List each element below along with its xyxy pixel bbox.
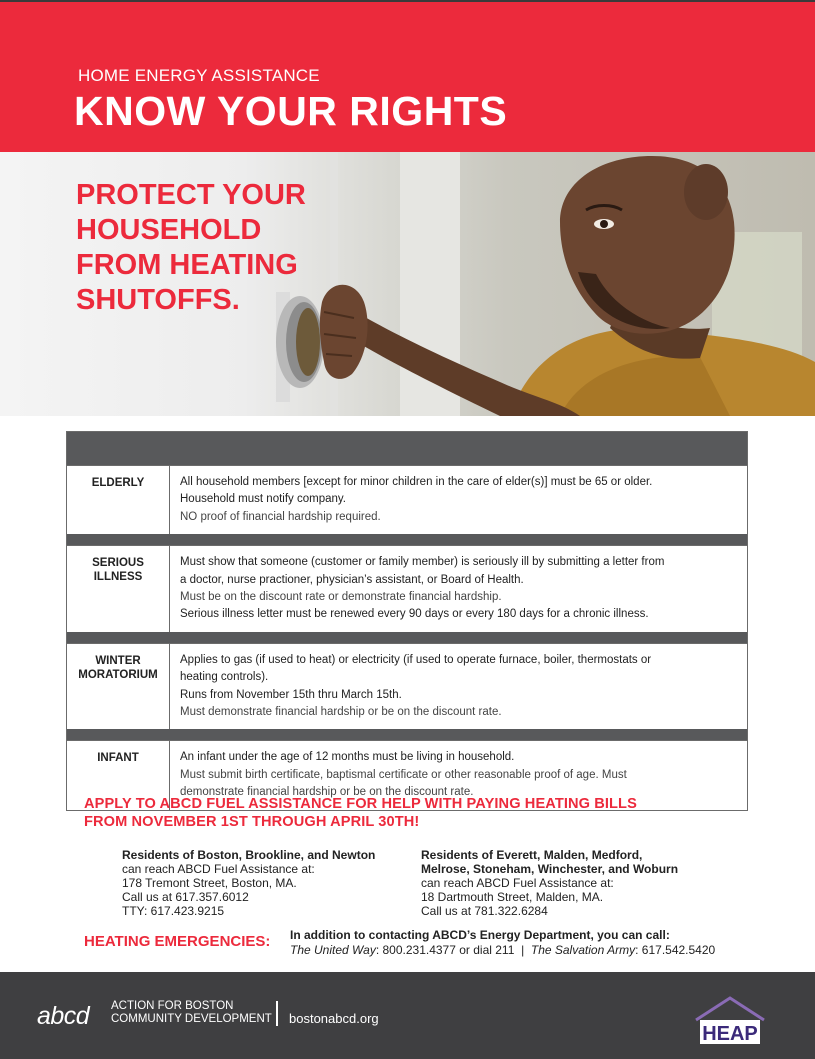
table-separator bbox=[67, 632, 747, 643]
contact-heading: Residents of Everett, Malden, Medford, bbox=[421, 848, 643, 862]
contact-boston bbox=[122, 848, 375, 918]
heap-logo-text: HEAP bbox=[702, 1023, 758, 1045]
row-line: Serious illness letter must be renewed every 90 days or every 180 days for a chronic illness. bbox=[180, 608, 649, 621]
emergencies-contacts bbox=[290, 943, 715, 957]
website-link[interactable]: bostonabcd.org bbox=[289, 1011, 379, 1026]
emergencies-intro: In addition to contacting ABCD’s Energy Department, you can call: bbox=[290, 928, 670, 942]
contact-heading: Residents of Boston, Brookline, and Newton bbox=[122, 848, 376, 862]
page-title: KNOW YOUR RIGHTS bbox=[74, 88, 508, 134]
org-name bbox=[111, 1000, 272, 1026]
row-line: Must submit birth certificate, baptismal certificate or other reasonable proof of age. Must bbox=[180, 768, 627, 781]
rights-table bbox=[66, 431, 748, 811]
contact-heading: Melrose, Stoneham, Winchester, and Woburn bbox=[421, 862, 679, 876]
apply-line-2: FROM NOVEMBER 1ST THROUGH APRIL 30TH! bbox=[84, 814, 420, 830]
header-banner bbox=[0, 2, 815, 152]
org-name-line-2: COMMUNITY DEVELOPMENT bbox=[111, 1013, 272, 1025]
header-kicker: HOME ENERGY ASSISTANCE bbox=[78, 66, 320, 85]
row-line: heating controls). bbox=[180, 671, 269, 684]
hero-photo bbox=[0, 152, 815, 416]
row-line: Must be on the discount rate or demonstrate financial hardship. bbox=[180, 591, 502, 604]
table-row-serious-illness bbox=[67, 545, 747, 632]
contact-line: can reach ABCD Fuel Assistance at: bbox=[122, 862, 315, 876]
row-label: WINTER MORATORIUM bbox=[67, 644, 170, 730]
hero-headline: PROTECT YOUR HOUSEHOLD FROM HEATING SHUTOFFS. bbox=[76, 179, 306, 316]
row-line: demonstrate financial hardship or be on the discount rate. bbox=[180, 786, 474, 799]
row-description bbox=[170, 546, 747, 632]
row-line: NO proof of financial hardship required. bbox=[180, 510, 381, 523]
contact-phone[interactable]: Call us at 617.357.6012 bbox=[122, 890, 249, 904]
salvation-army-name: The Salvation Army bbox=[530, 943, 636, 957]
contact-malden bbox=[421, 848, 678, 918]
salvation-army-phone[interactable]: : 617.542.5420 bbox=[635, 943, 716, 957]
united-way-phone[interactable]: : 800.231.4377 or dial 211 bbox=[375, 943, 515, 957]
org-name-line-1: ACTION FOR BOSTON bbox=[111, 1000, 234, 1012]
contact-phone[interactable]: Call us at 781.322.6284 bbox=[421, 904, 548, 918]
contact-separator: | bbox=[521, 943, 525, 957]
table-header-bar bbox=[67, 432, 747, 465]
row-line: All household members [except for minor children in the care of elder(s)] must be 65 or older. bbox=[180, 476, 653, 488]
contact-line: can reach ABCD Fuel Assistance at: bbox=[421, 876, 614, 890]
abcd-logo: abcd bbox=[37, 1002, 90, 1030]
table-row-winter-moratorium bbox=[67, 643, 747, 730]
table-separator bbox=[67, 534, 747, 545]
row-line: a doctor, nurse practioner, physician’s assistant, or Board of Health. bbox=[180, 573, 524, 586]
row-line: An infant under the age of 12 months must be living in household. bbox=[180, 751, 515, 764]
row-label: INFANT bbox=[67, 741, 170, 809]
contact-tty[interactable]: TTY: 617.423.9215 bbox=[122, 904, 225, 918]
footer bbox=[0, 972, 815, 1059]
heap-logo-icon bbox=[690, 994, 770, 1050]
row-description bbox=[170, 644, 747, 730]
united-way-name: The United Way bbox=[290, 943, 376, 957]
emergencies-title: HEATING EMERGENCIES: bbox=[84, 933, 271, 950]
row-label: SERIOUS ILLNESS bbox=[67, 546, 170, 632]
table-row-elderly bbox=[67, 465, 747, 534]
contact-address: 178 Tremont Street, Boston, MA. bbox=[122, 876, 297, 890]
row-line: Must show that someone (customer or family member) is seriously ill by submitting a letter from bbox=[180, 556, 665, 569]
row-line: Applies to gas (if used to heat) or electricity (if used to operate furnace, boiler, thermostats or bbox=[180, 653, 652, 666]
row-line: Household must notify company. bbox=[180, 493, 346, 506]
footer-divider bbox=[276, 1001, 278, 1026]
row-line: Must demonstrate financial hardship or be on the discount rate. bbox=[180, 706, 502, 719]
row-line: Runs from November 15th thru March 15th. bbox=[180, 688, 402, 701]
apply-line-1: APPLY TO ABCD FUEL ASSISTANCE FOR HELP WITH PAYING HEATING BILLS bbox=[84, 796, 637, 812]
table-separator bbox=[67, 729, 747, 740]
contact-address: 18 Dartmouth Street, Malden, MA. bbox=[421, 890, 604, 904]
apply-callout bbox=[84, 795, 637, 831]
row-description bbox=[170, 466, 747, 534]
row-label: ELDERLY bbox=[67, 466, 170, 534]
